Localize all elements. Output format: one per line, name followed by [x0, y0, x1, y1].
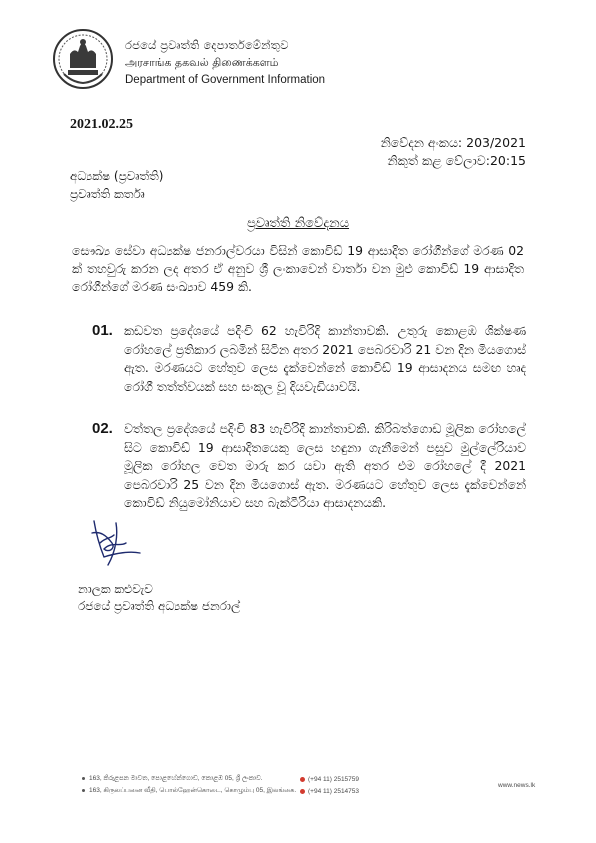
item-number: 01.: [92, 322, 113, 339]
letterhead-english: Department of Government Information: [125, 74, 326, 86]
item-text: වත්තල ප්‍රදේශයේ පදිංචි 83 හැවිරිදි කාන්තාවකි. කිරිබත්ගොඩ මූලික රෝහලේ සිට කොවිඩ් 19 ආසාදිතයෙකු ලෙස හඳුනා ගැනීමෙන් පසුව මුල්ලේරියාව මූලික රෝහල වෙත මාරු කර යවා ඇති අතර එම රෝහලේ දී 2021 පෙබරවාරි 25 වන දින මියගොස් ඇත. මරණයට හේතුව ලෙස දැක්වෙන්නේ කොවිඩ් නියුමෝනියාව සහ බැක්ටීරියා ආසාදනයකි.: [124, 421, 526, 510]
letterhead-sinhala: රජයේ ප්‍රවෘත්ති දෙපාර්තමේන්තුව: [125, 38, 289, 52]
intro-paragraph: සෞඛ්‍ය සේවා අධ්‍යක්ෂ ජනරාල්වරයා විසින් කොවිඩ් 19 ආසාදිත රෝගීන්ගේ මරණ 02 ක් තහවුරු කරන ලද අතර ඒ අනුව ශ්‍රී ලංකාවෙන් වාර්තා වන මුළු කොවිඩ් 19 ආසාදිත රෝගීන්ගේ මරණ සංඛ්‍යාව 459 කි.: [72, 243, 524, 294]
document-heading: ප්‍රවෘත්ති නිවේදනය: [246, 216, 350, 231]
footer-telephone: (+94 11) 2515759: [300, 776, 359, 783]
list-item: [72, 322, 526, 402]
release-number: නිවේදන අංකය: 203/2021: [380, 135, 526, 150]
document-date: 2021.02.25: [70, 117, 133, 132]
footer-address-tamil: 163, கிருலப்பனை வீதி, பொல்ஹேன்கொடை, கொழும்பு 05, இலங்கை.: [82, 787, 296, 795]
recipient-line-2: ප්‍රවෘත්ති කර්තෘ: [70, 187, 145, 201]
signatory-title: රජයේ ප්‍රවෘත්ති අධ්‍යක්ෂ ජනරාල්: [78, 599, 241, 613]
footer-fax: (+94 11) 2514753: [300, 788, 359, 795]
fax-icon: [300, 789, 305, 794]
recipient-line-1: අධ්‍යක්ෂ (ප්‍රවෘත්ති): [70, 169, 164, 183]
list-item: [72, 420, 526, 510]
bullet-icon: [82, 777, 85, 780]
footer-address-sinhala: 163, කිරුළපන මාවත, පොළහේන්ගොඩ, කොළඹ 05, ශ්‍රී ලංකාව.: [82, 775, 263, 783]
footer-website: www.news.lk: [498, 782, 536, 789]
sri-lanka-emblem-logo: [52, 28, 114, 90]
item-text: කඩවත ප්‍රදේශයේ පදිංචි 62 හැවිරිදි කාන්තාවකි. උතුරු කොළඹ ශික්ෂණ රෝහලේ ප්‍රතිකාර ලබමින් සිටින අතර 2021 පෙබරවාරි 21 වන දින මියගොස් ඇත. මරණයට හේතුව ලෙස දැක්වෙන්නේ කොවිඩ් 19 ආසාදනය සමඟ හෘද රෝගී තත්ත්වයක් සහ සංකූල වූ දියවැඩියාවයි.: [124, 323, 526, 394]
handwritten-signature: [86, 513, 166, 573]
phone-icon: [300, 777, 305, 782]
item-number: 02.: [92, 420, 113, 437]
signatory-name: නාලක කළුවැව: [78, 582, 153, 596]
release-time: නිකුත් කළ වේලාව:20:15: [387, 153, 526, 168]
letterhead-tamil: அரசாங்க தகவல் திணைக்களம்: [125, 56, 279, 69]
bullet-icon: [82, 789, 85, 792]
